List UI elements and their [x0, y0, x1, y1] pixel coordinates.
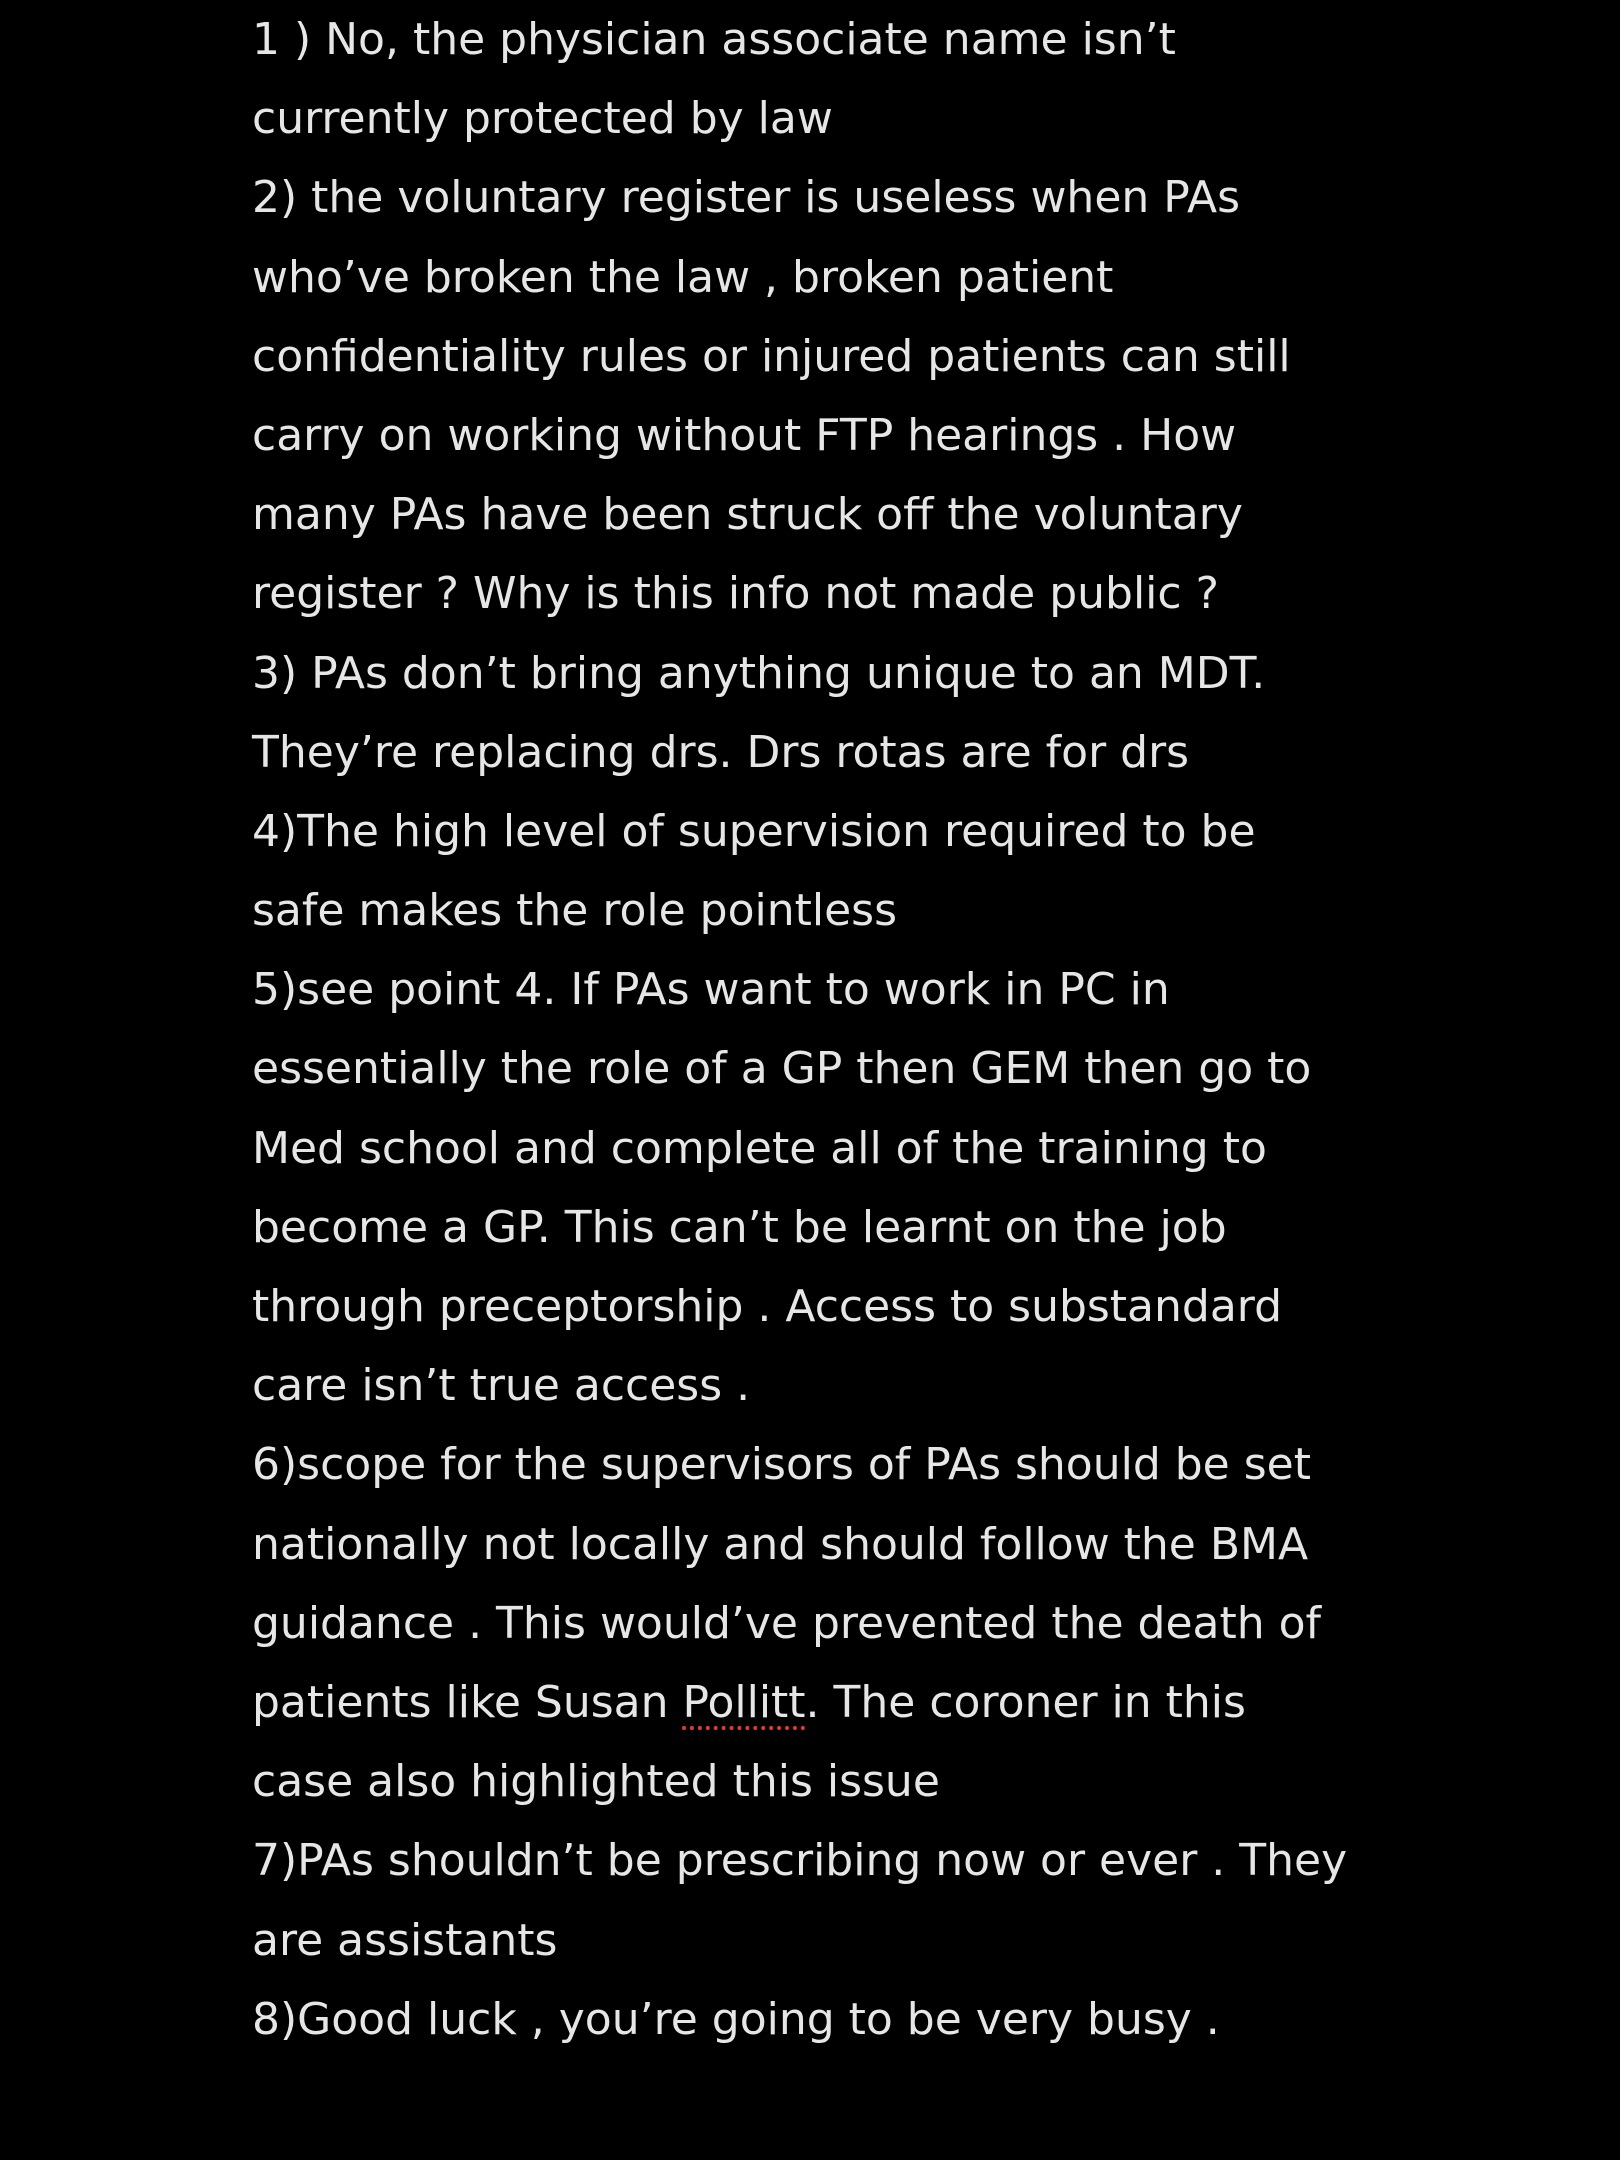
note-line-23: case also highlighted this issue — [252, 1756, 940, 1808]
note-line-5: confidentiality rules or injured patients can still — [252, 330, 1291, 382]
note-line-15: Med school and complete all of the training to — [252, 1122, 1267, 1174]
note-line-1: 1 ) No, the physician associate name isn’t — [252, 14, 1176, 65]
note-line-16: become a GP. This can’t be learnt on the job — [252, 1201, 1227, 1253]
note-line-26: 8)Good luck , you’re going to be very busy . — [252, 1993, 1220, 2045]
note-line-25: are assistants — [252, 1914, 558, 1966]
note-line-22-after: . The coroner in this — [805, 1676, 1246, 1728]
note-line-13: 5)see point 4. If PAs want to work in PC in — [252, 964, 1170, 1016]
note-line-24: 7)PAs shouldn’t be prescribing now or ever . They — [252, 1835, 1348, 1887]
note-line-17: through preceptorship . Access to substandard — [252, 1281, 1283, 1332]
note-text-area[interactable] — [252, 0, 1432, 2059]
note-line-22 — [252, 1663, 1432, 1742]
note-line-20: nationally not locally and should follow the BMA — [252, 1518, 1309, 1570]
misspelled-word[interactable]: Pollitt — [682, 1676, 806, 1728]
note-line-18: care isn’t true access . — [252, 1360, 751, 1412]
note-line-7: many PAs have been struck off the voluntary — [252, 489, 1243, 541]
note-line-11: 4)The high level of supervision required to be — [252, 805, 1256, 857]
note-line-3: 2) the voluntary register is useless when PAs — [252, 172, 1241, 224]
note-line-8: register ? Why is this info not made public ? — [252, 568, 1219, 620]
note-line-14: essentially the role of a GP then GEM then go to — [252, 1043, 1312, 1095]
note-line-19: 6)scope for the supervisors of PAs should be set — [252, 1439, 1311, 1491]
note-line-6: carry on working without FTP hearings . How — [252, 409, 1237, 461]
note-line-10: They’re replacing drs. Drs rotas are for drs — [252, 726, 1190, 778]
note-line-21: guidance . This would’ve prevented the death of — [252, 1597, 1322, 1649]
note-line-12: safe makes the role pointless — [252, 885, 898, 937]
note-line-9: 3) PAs don’t bring anything unique to an MDT. — [252, 647, 1266, 699]
note-line-22-before: patients like Susan — [252, 1676, 683, 1728]
note-line-2: currently protected by law — [252, 93, 833, 145]
note-line-4: who’ve broken the law , broken patient — [252, 251, 1114, 303]
